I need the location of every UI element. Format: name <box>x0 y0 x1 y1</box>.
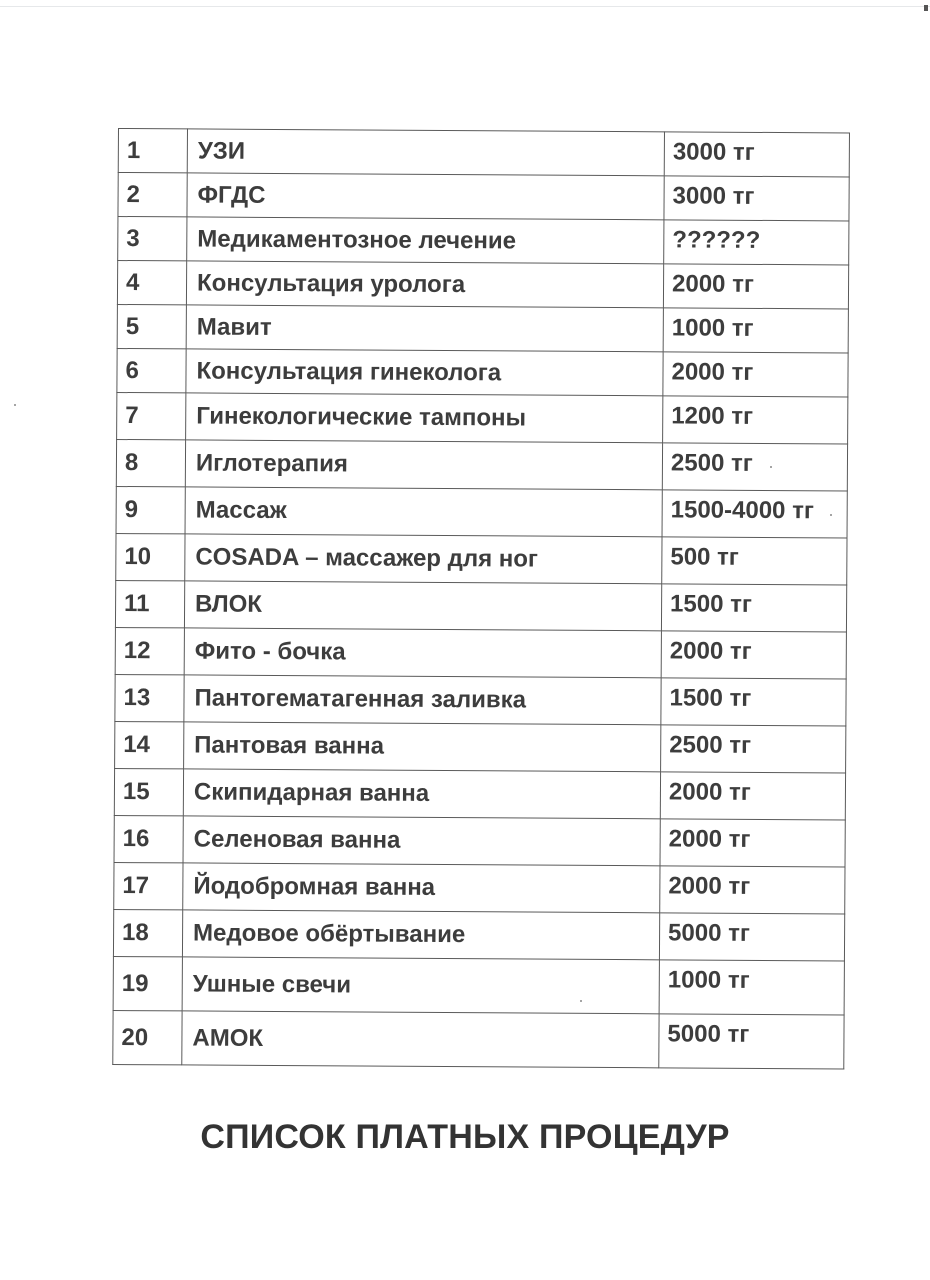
procedure-name: Пантовая ванна <box>184 722 661 772</box>
table-row <box>114 768 845 819</box>
scan-speck <box>580 1000 582 1002</box>
procedure-price: 1000 тг <box>663 308 848 353</box>
table-row <box>115 580 846 631</box>
procedure-price: 1200 тг <box>663 396 848 444</box>
row-number: 3 <box>118 217 187 261</box>
row-number: 17 <box>114 862 183 909</box>
procedure-name: Фито - бочка <box>184 628 661 678</box>
row-number: 18 <box>113 909 182 956</box>
table-row <box>118 217 849 265</box>
procedure-price: 2000 тг <box>660 772 845 820</box>
table-row <box>113 1010 844 1068</box>
table-row <box>117 304 848 352</box>
table-row <box>113 909 844 960</box>
procedure-name: Скипидарная ванна <box>183 769 660 819</box>
table-row <box>118 173 849 221</box>
scan-speck <box>770 466 772 468</box>
procedure-name: Консультация уролога <box>186 261 663 308</box>
procedure-name: Ушные свечи <box>182 957 659 1014</box>
row-number: 16 <box>114 815 183 862</box>
table-row <box>116 486 847 537</box>
procedure-price: 2000 тг <box>663 352 848 397</box>
procedure-name: ВЛОК <box>184 581 661 631</box>
table-row <box>118 129 849 177</box>
procedure-name: Йодобромная ванна <box>183 863 660 913</box>
row-number: 8 <box>116 439 185 486</box>
price-table-container <box>112 128 850 1069</box>
row-number: 2 <box>118 173 187 217</box>
procedure-price: 2000 тг <box>663 264 848 309</box>
procedure-price: 2000 тг <box>660 866 845 914</box>
row-number: 12 <box>115 627 184 674</box>
procedure-name: COSADA – массажер для ног <box>185 534 662 584</box>
procedure-price: 5000 тг <box>659 1014 844 1069</box>
price-table-body <box>113 129 850 1069</box>
scan-speck <box>14 404 16 406</box>
procedure-price: 2000 тг <box>661 631 846 679</box>
row-number: 10 <box>116 533 185 580</box>
procedure-name: УЗИ <box>187 129 664 176</box>
table-row <box>116 439 847 490</box>
table-row <box>114 862 845 913</box>
row-number: 7 <box>117 392 186 439</box>
procedure-price: 500 тг <box>662 537 847 585</box>
procedure-price: 2500 тг <box>661 725 846 773</box>
scan-speck <box>830 514 832 516</box>
procedure-price: 1500 тг <box>661 584 846 632</box>
table-row <box>115 627 846 678</box>
price-table <box>112 128 850 1069</box>
row-number: 15 <box>114 768 183 815</box>
document-title: СПИСОК ПЛАТНЫХ ПРОЦЕДУР <box>200 1118 730 1156</box>
procedure-name: Медикаментозное лечение <box>187 217 664 264</box>
row-number: 19 <box>113 956 182 1010</box>
row-number: 13 <box>115 674 184 721</box>
row-number: 1 <box>118 129 187 173</box>
procedure-price: 1500 тг <box>661 678 846 726</box>
procedure-name: Медовое обёртывание <box>182 910 659 960</box>
procedure-name: Мавит <box>186 305 663 352</box>
procedure-name: Селеновая ванна <box>183 816 660 866</box>
row-number: 20 <box>113 1010 182 1064</box>
table-row <box>117 261 848 309</box>
table-row <box>117 348 848 396</box>
procedure-price: 1000 тг <box>659 960 844 1015</box>
procedure-price: 2000 тг <box>660 819 845 867</box>
table-row <box>113 956 844 1014</box>
row-number: 6 <box>117 348 186 392</box>
procedure-price: 1500-4000 тг <box>662 490 847 538</box>
procedure-name: ФГДС <box>187 173 664 220</box>
procedure-name: АМОК <box>182 1011 659 1068</box>
table-row <box>115 674 846 725</box>
procedure-name: Пантогематагенная заливка <box>184 675 661 725</box>
procedure-price: ?????? <box>664 220 849 265</box>
procedure-name: Массаж <box>185 487 662 537</box>
procedure-price: 3000 тг <box>664 132 849 177</box>
row-number: 5 <box>117 304 186 348</box>
table-row <box>117 392 848 443</box>
procedure-price: 2500 тг <box>662 443 847 491</box>
row-number: 4 <box>117 261 186 305</box>
procedure-name: Иглотерапия <box>185 440 662 490</box>
table-row <box>115 721 846 772</box>
procedure-price: 3000 тг <box>664 176 849 221</box>
table-row <box>114 815 845 866</box>
scan-edge-line <box>0 6 930 7</box>
procedure-name: Консультация гинеколога <box>186 349 663 396</box>
scan-mark <box>924 5 928 11</box>
row-number: 9 <box>116 486 185 533</box>
table-row <box>116 533 847 584</box>
procedure-name: Гинекологические тампоны <box>186 393 663 443</box>
procedure-price: 5000 тг <box>659 913 844 961</box>
row-number: 11 <box>115 580 184 627</box>
row-number: 14 <box>115 721 184 768</box>
